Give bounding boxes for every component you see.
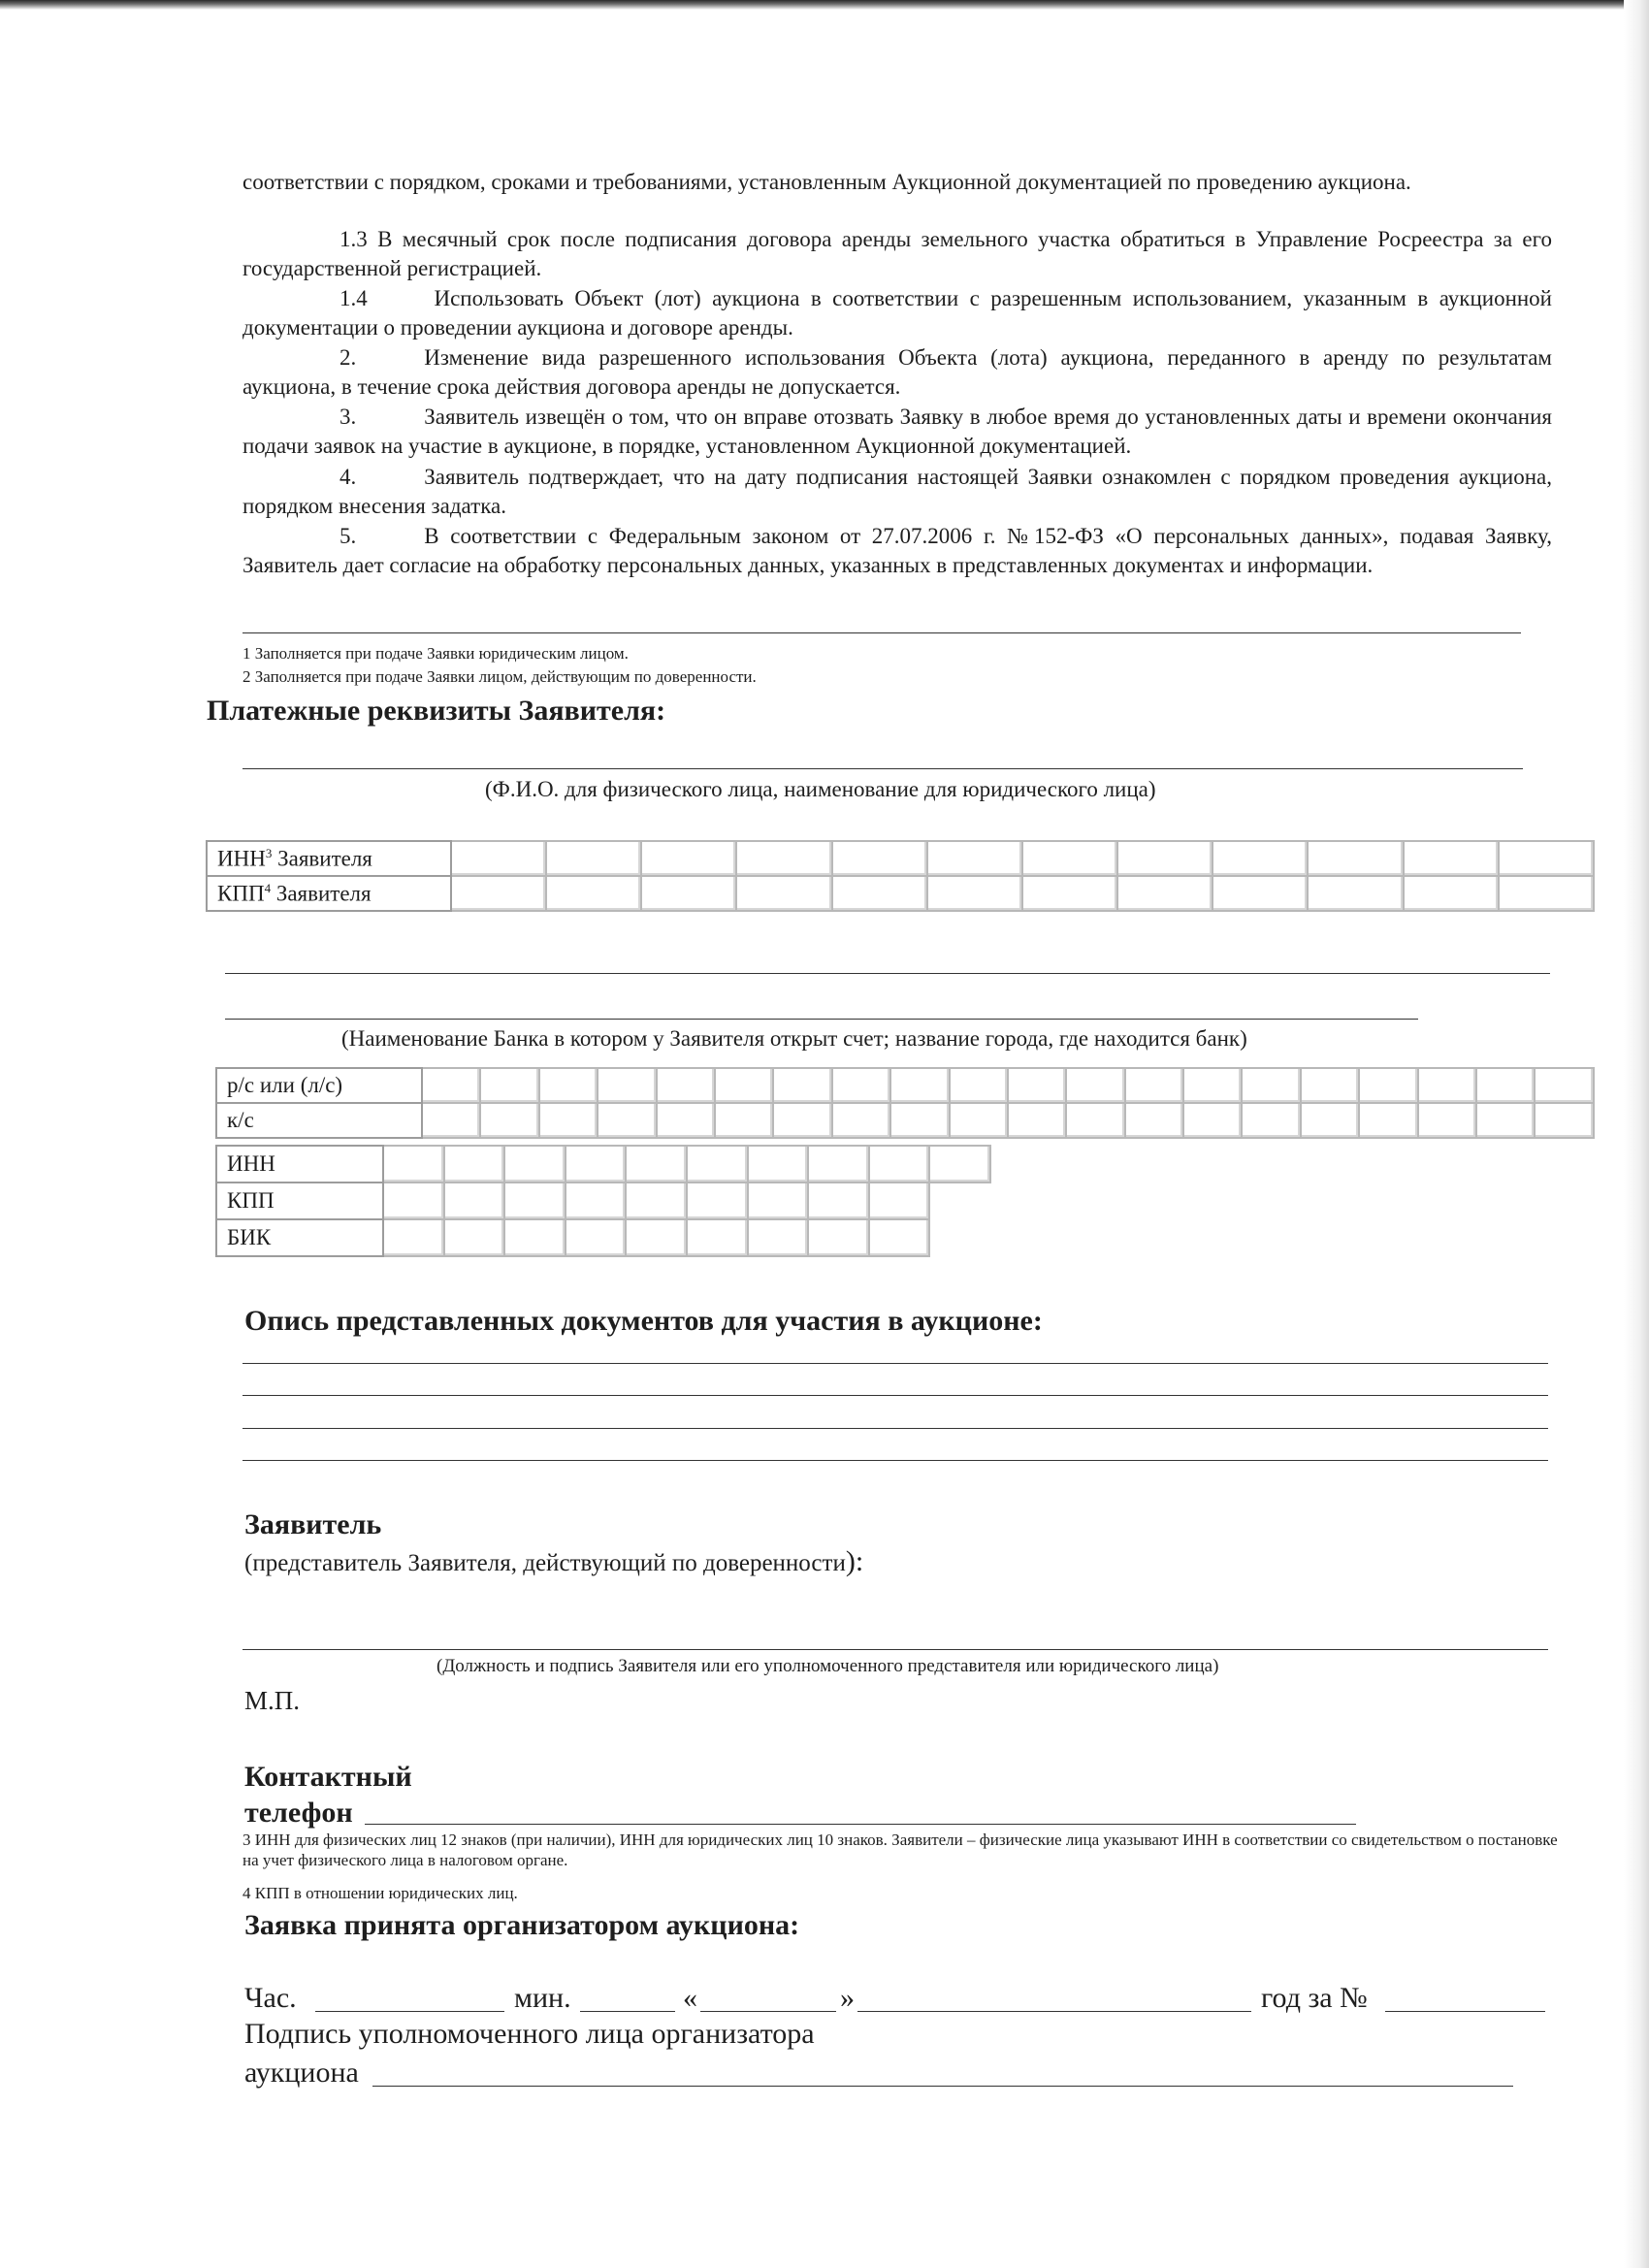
bank-kpp-label: КПП (216, 1183, 383, 1219)
bank-inn-row (216, 1146, 990, 1183)
bik-digit-cell[interactable] (808, 1219, 869, 1256)
account-digit-cell[interactable] (950, 1068, 1008, 1103)
corr-digit-cell[interactable] (1008, 1103, 1066, 1138)
bank-inn-digit-cell[interactable] (869, 1146, 930, 1183)
inn-digit-cell[interactable] (1117, 841, 1212, 876)
bank-kpp-digit-cell[interactable] (869, 1183, 930, 1219)
account-digit-cell[interactable] (657, 1068, 715, 1103)
inn-digit-cell[interactable] (832, 841, 927, 876)
inn-digit-cell[interactable] (451, 841, 546, 876)
organizer-sign-label-2: аукциона (244, 2057, 359, 2089)
hour-label: Час. (244, 1982, 297, 2014)
bank-codes-table (215, 1145, 991, 1257)
item-2 (242, 343, 1552, 402)
corr-digit-cell[interactable] (950, 1103, 1008, 1138)
quote-open: « (683, 1982, 697, 2014)
inn-digit-cell[interactable] (1212, 841, 1308, 876)
documents-heading: Опись представленных документов для участия в аукционе: (244, 1305, 1043, 1337)
corr-digit-cell[interactable] (598, 1103, 656, 1138)
bank-inn-digit-cell[interactable] (566, 1146, 627, 1183)
empty-cell (929, 1219, 990, 1256)
account-digit-cell[interactable] (1476, 1068, 1535, 1103)
bik-digit-cell[interactable] (383, 1219, 444, 1256)
corr-digit-cell[interactable] (1183, 1103, 1242, 1138)
account-digit-cell[interactable] (1183, 1068, 1242, 1103)
kpp-digit-cell[interactable] (1308, 876, 1403, 911)
scan-edge-top (0, 0, 1649, 10)
item-text: Заявитель подтверждает, что на дату подписания настоящей Заявки ознакомлен с порядком проведения аукциона, порядком внесения задатка. (242, 465, 1552, 518)
item-number: 3. (340, 405, 357, 429)
documents-line-3[interactable] (242, 1428, 1548, 1429)
corr-digit-cell[interactable] (1418, 1103, 1476, 1138)
minute-line[interactable] (580, 2011, 675, 2012)
number-line[interactable] (1385, 2011, 1545, 2012)
bank-inn-digit-cell[interactable] (808, 1146, 869, 1183)
item-number: 5. (340, 524, 357, 548)
bank-kpp-digit-cell[interactable] (444, 1183, 505, 1219)
account-digit-cell[interactable] (598, 1068, 656, 1103)
footnote-mark: 1 (242, 644, 251, 663)
account-digit-cell[interactable] (480, 1068, 538, 1103)
account-digit-cell[interactable] (1301, 1068, 1359, 1103)
corr-account-row (216, 1103, 1594, 1138)
footnote-ref: 4 (264, 880, 272, 895)
item-text: В соответствии с Федеральным законом от 27.07.2006 г. №152-ФЗ «О персональных данных», подавая Заявку, Заявитель дает согласие на обработку персональных данных, указанных в представленных документах и информации. (242, 524, 1552, 577)
item-number: 1.3 (340, 227, 368, 251)
kpp-label (207, 876, 451, 911)
bank-inn-digit-cell[interactable] (929, 1146, 990, 1183)
hour-line[interactable] (315, 2011, 504, 2012)
inn-label (207, 841, 451, 876)
bank-inn-digit-cell[interactable] (748, 1146, 809, 1183)
inn-digit-cell[interactable] (927, 841, 1022, 876)
corr-account-label: к/с (216, 1103, 422, 1138)
signature-line[interactable] (242, 1649, 1548, 1650)
bik-digit-cell[interactable] (444, 1219, 505, 1256)
bank-kpp-digit-cell[interactable] (383, 1183, 444, 1219)
account-digit-cell[interactable] (1418, 1068, 1476, 1103)
applicant-subheading-text: (представитель Заявителя, действующий по доверенности (244, 1550, 846, 1576)
day-line[interactable] (700, 2011, 836, 2012)
bank-inn-digit-cell[interactable] (626, 1146, 687, 1183)
footnote-text: Заполняется при подаче Заявки лицом, действующим по доверенности. (254, 667, 757, 686)
item-1-4 (242, 284, 1552, 342)
kpp-digit-cell[interactable] (1212, 876, 1308, 911)
item-number: 4. (340, 465, 357, 489)
item-5 (242, 522, 1552, 580)
account-digit-cell[interactable] (773, 1068, 831, 1103)
label-suffix: Заявителя (272, 846, 372, 871)
kpp-digit-cell[interactable] (832, 876, 927, 911)
footnote-3: 3 ИНН для физических лиц 12 знаков (при наличии), ИНН для юридических лиц 10 знаков. Заявители – физические лица указывают ИНН в соответствии со свидетельством о постановке на учет физического лица в налоговом органе. (242, 1831, 1558, 1869)
corr-digit-cell[interactable] (890, 1103, 949, 1138)
inn-digit-cell[interactable] (1404, 841, 1499, 876)
corr-digit-cell[interactable] (657, 1103, 715, 1138)
footnote-ref: 3 (265, 845, 273, 860)
signature-caption: (Должность и подпись Заявителя или его уполномоченного представителя или юридического лица) (436, 1656, 1219, 1676)
item-4 (242, 463, 1552, 521)
bank-kpp-digit-cell[interactable] (808, 1183, 869, 1219)
account-digit-cell[interactable] (1066, 1068, 1124, 1103)
stamp-label: М.П. (244, 1686, 301, 1715)
corr-digit-cell[interactable] (1535, 1103, 1594, 1138)
label-text: ИНН (217, 846, 266, 871)
bik-digit-cell[interactable] (504, 1219, 566, 1256)
bik-digit-cell[interactable] (748, 1219, 809, 1256)
documents-line-1[interactable] (242, 1363, 1548, 1364)
applicant-subheading (244, 1545, 863, 1578)
corr-digit-cell[interactable] (832, 1103, 890, 1138)
applicant-heading: Заявитель (244, 1508, 382, 1540)
kpp-digit-cell[interactable] (1499, 876, 1594, 911)
corr-digit-cell[interactable] (1359, 1103, 1417, 1138)
kpp-digit-cell[interactable] (546, 876, 641, 911)
account-digit-cell[interactable] (1125, 1068, 1183, 1103)
applicant-name-line[interactable] (242, 768, 1523, 769)
item-text: В месячный срок после подписания договора аренды земельного участка обратиться в Управление Росреестра за его государственной регистрацией. (242, 227, 1553, 280)
bank-account-table (215, 1067, 1595, 1139)
corr-digit-cell[interactable] (715, 1103, 773, 1138)
bank-inn-digit-cell[interactable] (444, 1146, 505, 1183)
kpp-digit-cell[interactable] (1404, 876, 1499, 911)
account-row (216, 1068, 1594, 1103)
bank-inn-label: ИНН (216, 1146, 383, 1183)
bik-digit-cell[interactable] (687, 1219, 748, 1256)
bank-kpp-digit-cell[interactable] (748, 1183, 809, 1219)
footnote-2 (242, 667, 757, 687)
inn-row (207, 841, 1594, 876)
applicant-name-caption: (Ф.И.О. для физического лица, наименование для юридического лица) (485, 777, 1156, 801)
inn-digit-cell[interactable] (546, 841, 641, 876)
kpp-row (207, 876, 1594, 911)
documents-line-4[interactable] (242, 1460, 1548, 1461)
bank-kpp-digit-cell[interactable] (566, 1183, 627, 1219)
kpp-digit-cell[interactable] (736, 876, 831, 911)
kpp-digit-cell[interactable] (927, 876, 1022, 911)
account-digit-cell[interactable] (539, 1068, 598, 1103)
inn-digit-cell[interactable] (641, 841, 736, 876)
bank-inn-digit-cell[interactable] (687, 1146, 748, 1183)
bik-digit-cell[interactable] (626, 1219, 687, 1256)
footnote-text: Заполняется при подаче Заявки юридическим лицом. (254, 644, 629, 663)
scan-edge-right (1624, 0, 1649, 2268)
kpp-digit-cell[interactable] (1117, 876, 1212, 911)
bik-digit-cell[interactable] (566, 1219, 627, 1256)
item-1-3 (242, 225, 1552, 283)
corr-digit-cell[interactable] (1476, 1103, 1535, 1138)
applicant-subheading-end: ): (845, 1545, 864, 1577)
organizer-sign-line[interactable] (372, 2086, 1513, 2087)
corr-digit-cell[interactable] (1242, 1103, 1300, 1138)
label-suffix: Заявителя (271, 881, 372, 906)
documents-line-2[interactable] (242, 1395, 1548, 1396)
inn-digit-cell[interactable] (736, 841, 831, 876)
phone-line[interactable] (365, 1824, 1356, 1825)
kpp-digit-cell[interactable] (641, 876, 736, 911)
footnote-4: 4 КПП в отношении юридических лиц. (242, 1884, 518, 1902)
item-text: Изменение вида разрешенного использования Объекта (лота) аукциона, переданного в аренду по результатам аукциона, в течение срока действия договора аренды не допускается. (242, 345, 1552, 399)
bik-digit-cell[interactable] (869, 1219, 930, 1256)
bank-kpp-row (216, 1183, 990, 1219)
item-3 (242, 403, 1552, 461)
quote-close: » (840, 1982, 855, 2014)
item-number: 2. (340, 345, 357, 370)
item-text: Использовать Объект (лот) аукциона в соответствии с разрешенным использованием, указанным в аукционной документации о проведении аукциона и договоре аренды. (242, 286, 1552, 340)
corr-digit-cell[interactable] (539, 1103, 598, 1138)
item-number: 1.4 (340, 286, 368, 310)
account-digit-cell[interactable] (715, 1068, 773, 1103)
bank-caption: (Наименование Банка в котором у Заявителя открыт счет; название города, где находится банк) (341, 1026, 1247, 1051)
inn-digit-cell[interactable] (1499, 841, 1594, 876)
corr-digit-cell[interactable] (1301, 1103, 1359, 1138)
contact-label-line1: Контактный (244, 1761, 412, 1793)
bank-kpp-digit-cell[interactable] (687, 1183, 748, 1219)
bik-label: БИК (216, 1219, 383, 1256)
contact-label-line2: телефон (244, 1797, 353, 1829)
kpp-digit-cell[interactable] (451, 876, 546, 911)
corr-digit-cell[interactable] (1066, 1103, 1124, 1138)
bank-inn-digit-cell[interactable] (383, 1146, 444, 1183)
corr-digit-cell[interactable] (773, 1103, 831, 1138)
inn-kpp-table (206, 840, 1595, 912)
corr-digit-cell[interactable] (480, 1103, 538, 1138)
account-digit-cell[interactable] (890, 1068, 949, 1103)
footnote-1 (242, 644, 629, 664)
minute-label: мин. (514, 1982, 571, 2014)
account-digit-cell[interactable] (1359, 1068, 1417, 1103)
footnote-separator (242, 632, 1521, 633)
bank-inn-digit-cell[interactable] (504, 1146, 566, 1183)
inn-digit-cell[interactable] (1022, 841, 1117, 876)
payment-heading: Платежные реквизиты Заявителя: (207, 695, 666, 727)
empty-cell (929, 1183, 990, 1219)
bank-name-line-2[interactable] (225, 1019, 1418, 1020)
acceptance-heading: Заявка принята организатором аукциона: (244, 1909, 800, 1941)
account-digit-cell[interactable] (1242, 1068, 1300, 1103)
account-digit-cell[interactable] (422, 1068, 480, 1103)
label-text: КПП (217, 881, 265, 906)
account-label: р/с или (л/с) (216, 1068, 422, 1103)
bank-kpp-digit-cell[interactable] (504, 1183, 566, 1219)
month-line[interactable] (857, 2011, 1251, 2012)
account-digit-cell[interactable] (1535, 1068, 1594, 1103)
corr-digit-cell[interactable] (422, 1103, 480, 1138)
corr-digit-cell[interactable] (1125, 1103, 1183, 1138)
bank-kpp-digit-cell[interactable] (626, 1183, 687, 1219)
bank-name-line-1[interactable] (225, 973, 1550, 974)
continuation-paragraph: соответствии с порядком, сроками и требованиями, установленным Аукционной документацией по проведению аукциона. (242, 170, 1411, 194)
kpp-digit-cell[interactable] (1022, 876, 1117, 911)
year-number-label: год за № (1261, 1982, 1368, 2014)
organizer-sign-label-1: Подпись уполномоченного лица организатора (244, 2018, 815, 2050)
footnote-mark: 2 (242, 667, 251, 686)
account-digit-cell[interactable] (1008, 1068, 1066, 1103)
item-text: Заявитель извещён о том, что он вправе отозвать Заявку в любое время до установленных даты и времени окончания подачи заявок на участие в аукционе, в порядке, установленном Аукционной документацией. (242, 405, 1552, 458)
inn-digit-cell[interactable] (1308, 841, 1403, 876)
account-digit-cell[interactable] (832, 1068, 890, 1103)
bik-row (216, 1219, 990, 1256)
